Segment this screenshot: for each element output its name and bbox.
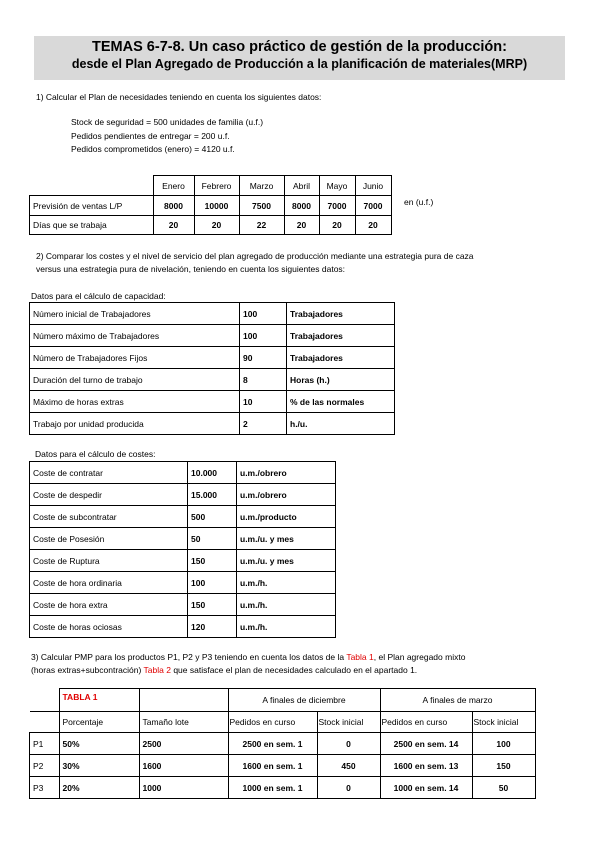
days-value: 20 — [153, 216, 194, 235]
table-row — [30, 572, 336, 594]
table-row — [30, 462, 336, 484]
cost-label: Coste de horas ociosas — [30, 616, 188, 638]
cost-label: Coste de contratar — [30, 462, 188, 484]
percentage: 50% — [59, 733, 139, 755]
cost-value: 120 — [188, 616, 237, 638]
tabla1-label: TABLA 1 — [59, 689, 139, 712]
table-row — [30, 484, 336, 506]
lot-size: 2500 — [139, 733, 228, 755]
tabla1 — [29, 688, 536, 799]
days-value: 20 — [194, 216, 239, 235]
forecast-value: 8000 — [284, 196, 319, 216]
forecast-value: 7000 — [319, 196, 355, 216]
blank-cell — [30, 712, 60, 733]
pedidos-pendientes: Pedidos pendientes de entregar = 200 u.f. — [71, 130, 230, 141]
cost-value: 15.000 — [188, 484, 237, 506]
capacity-label: Número inicial de Trabajadores — [30, 303, 240, 325]
row-label: Previsión de ventas L/P — [30, 196, 154, 216]
capacity-value: 8 — [240, 369, 287, 391]
lot-size: 1600 — [139, 755, 228, 777]
section3-intro — [31, 651, 561, 677]
percentage: 20% — [59, 777, 139, 799]
cost-label: Coste de Ruptura — [30, 550, 188, 572]
capacity-unit: h./u. — [287, 413, 395, 435]
month-header: Febrero — [194, 176, 239, 196]
month-header: Abril — [284, 176, 319, 196]
table-row — [30, 755, 536, 777]
cost-unit: u.m./obrero — [237, 484, 336, 506]
blank-cell — [30, 689, 60, 712]
capacity-value: 90 — [240, 347, 287, 369]
section2-intro — [36, 250, 474, 276]
days-value: 20 — [284, 216, 319, 235]
table-row — [30, 616, 336, 638]
month-header: Marzo — [239, 176, 284, 196]
lot-size: 1000 — [139, 777, 228, 799]
stock-seguridad: Stock de seguridad = 500 unidades de familia (u.f.) — [71, 117, 264, 127]
cost-unit: u.m./u. y mes — [237, 550, 336, 572]
product-label: P3 — [30, 777, 60, 799]
capacity-label: Número máximo de Trabajadores — [30, 325, 240, 347]
forecast-table — [29, 175, 392, 235]
cost-value: 150 — [188, 550, 237, 572]
cost-label: Coste de hora ordinaria — [30, 572, 188, 594]
capacity-value: 100 — [240, 303, 287, 325]
capacity-title: Datos para el cálculo de capacidad: — [31, 291, 166, 301]
cost-value: 500 — [188, 506, 237, 528]
cost-value: 100 — [188, 572, 237, 594]
cost-table — [29, 461, 336, 638]
document-header — [34, 36, 565, 80]
document-title: TEMAS 6-7-8. Un caso práctico de gestión de la producción: — [92, 39, 507, 55]
cost-title: Datos para el cálculo de costes: — [35, 449, 156, 459]
capacity-label: Máximo de horas extras — [30, 391, 240, 413]
table-row — [30, 369, 395, 391]
capacity-value: 2 — [240, 413, 287, 435]
pedidos-comprometidos: Pedidos comprometidos (enero) = 4120 u.f. — [71, 144, 235, 154]
capacity-value: 10 — [240, 391, 287, 413]
column-header: Stock inicial — [317, 712, 380, 733]
tabla2-reference: Tabla 2 — [143, 665, 171, 675]
orders-march: 1600 en sem. 13 — [380, 755, 472, 777]
percentage: 30% — [59, 755, 139, 777]
forecast-value: 7000 — [355, 196, 391, 216]
table-row — [30, 391, 395, 413]
document-subtitle: desde el Plan Agregado de Producción a la planificación de materiales(MRP) — [71, 57, 528, 71]
section1-intro: 1) Calcular el Plan de necesidades teniendo en cuenta los siguientes datos: — [36, 92, 322, 102]
table-row — [30, 550, 336, 572]
table-row — [30, 733, 536, 755]
orders-march: 2500 en sem. 14 — [380, 733, 472, 755]
blank-cell — [139, 689, 228, 712]
table-row — [30, 413, 395, 435]
table-row — [30, 777, 536, 799]
section3-intro-c: (horas extras+subcontración) — [31, 665, 144, 675]
cost-label: Coste de subcontratar — [30, 506, 188, 528]
table-row — [30, 528, 336, 550]
cost-label: Coste de hora extra — [30, 594, 188, 616]
tabla1-reference: Tabla 1 — [346, 652, 374, 662]
month-header: Enero — [153, 176, 194, 196]
stock-march: 50 — [472, 777, 535, 799]
capacity-unit: Trabajadores — [287, 303, 395, 325]
table-row — [30, 594, 336, 616]
section3-intro-d: que satisface el plan de necesidades calculado en el apartado 1. — [170, 665, 418, 675]
cost-value: 10.000 — [188, 462, 237, 484]
forecast-value: 8000 — [153, 196, 194, 216]
blank-cell — [30, 176, 154, 196]
column-header: Pedidos en curso — [228, 712, 317, 733]
section2-intro-line2: versus una estrategia pura de nivelación, teniendo en cuenta los siguientes datos: — [36, 264, 346, 274]
forecast-value: 10000 — [194, 196, 239, 216]
unit-note: en (u.f.) — [404, 197, 434, 207]
table-row — [30, 303, 395, 325]
cost-unit: u.m./obrero — [237, 462, 336, 484]
section1-data-list — [71, 116, 263, 157]
cost-label: Coste de despedir — [30, 484, 188, 506]
capacity-unit: Trabajadores — [287, 347, 395, 369]
stock-march: 100 — [472, 733, 535, 755]
column-header: Tamaño lote — [139, 712, 228, 733]
cost-unit: u.m./u. y mes — [237, 528, 336, 550]
capacity-table — [29, 302, 395, 435]
table-row — [30, 216, 392, 235]
column-header: Porcentaje — [59, 712, 139, 733]
cost-value: 50 — [188, 528, 237, 550]
orders-december: 2500 en sem. 1 — [228, 733, 317, 755]
section3-intro-b: , el Plan agregado mixto — [373, 652, 466, 662]
orders-december: 1600 en sem. 1 — [228, 755, 317, 777]
cost-unit: u.m./h. — [237, 572, 336, 594]
capacity-unit: % de las normales — [287, 391, 395, 413]
days-value: 20 — [319, 216, 355, 235]
days-value: 20 — [355, 216, 391, 235]
product-label: P1 — [30, 733, 60, 755]
stock-march: 150 — [472, 755, 535, 777]
row-label: Días que se trabaja — [30, 216, 154, 235]
product-label: P2 — [30, 755, 60, 777]
cost-unit: u.m./producto — [237, 506, 336, 528]
section3-intro-a: 3) Calcular PMP para los productos P1, P2 y P3 teniendo en cuenta los datos de la — [31, 652, 347, 662]
orders-march: 1000 en sem. 14 — [380, 777, 472, 799]
capacity-label: Número de Trabajadores Fijos — [30, 347, 240, 369]
capacity-label: Duración del turno de trabajo — [30, 369, 240, 391]
column-header: Stock inicial — [472, 712, 535, 733]
cost-unit: u.m./h. — [237, 594, 336, 616]
capacity-value: 100 — [240, 325, 287, 347]
stock-december: 0 — [317, 733, 380, 755]
table-row — [30, 325, 395, 347]
cost-value: 150 — [188, 594, 237, 616]
cost-label: Coste de Posesión — [30, 528, 188, 550]
table-row — [30, 347, 395, 369]
days-value: 22 — [239, 216, 284, 235]
table-row — [30, 196, 392, 216]
orders-december: 1000 en sem. 1 — [228, 777, 317, 799]
cost-unit: u.m./h. — [237, 616, 336, 638]
section2-intro-line1: 2) Comparar los costes y el nivel de servicio del plan agregado de producción mediante una estrategia pura de caza — [36, 251, 474, 261]
column-header: Pedidos en curso — [380, 712, 472, 733]
table-row — [30, 506, 336, 528]
capacity-label: Trabajo por unidad producida — [30, 413, 240, 435]
capacity-unit: Trabajadores — [287, 325, 395, 347]
stock-december: 450 — [317, 755, 380, 777]
group-header-marzo: A finales de marzo — [380, 689, 535, 712]
group-header-diciembre: A finales de diciembre — [228, 689, 380, 712]
forecast-value: 7500 — [239, 196, 284, 216]
month-header: Mayo — [319, 176, 355, 196]
stock-december: 0 — [317, 777, 380, 799]
month-header: Junio — [355, 176, 391, 196]
capacity-unit: Horas (h.) — [287, 369, 395, 391]
